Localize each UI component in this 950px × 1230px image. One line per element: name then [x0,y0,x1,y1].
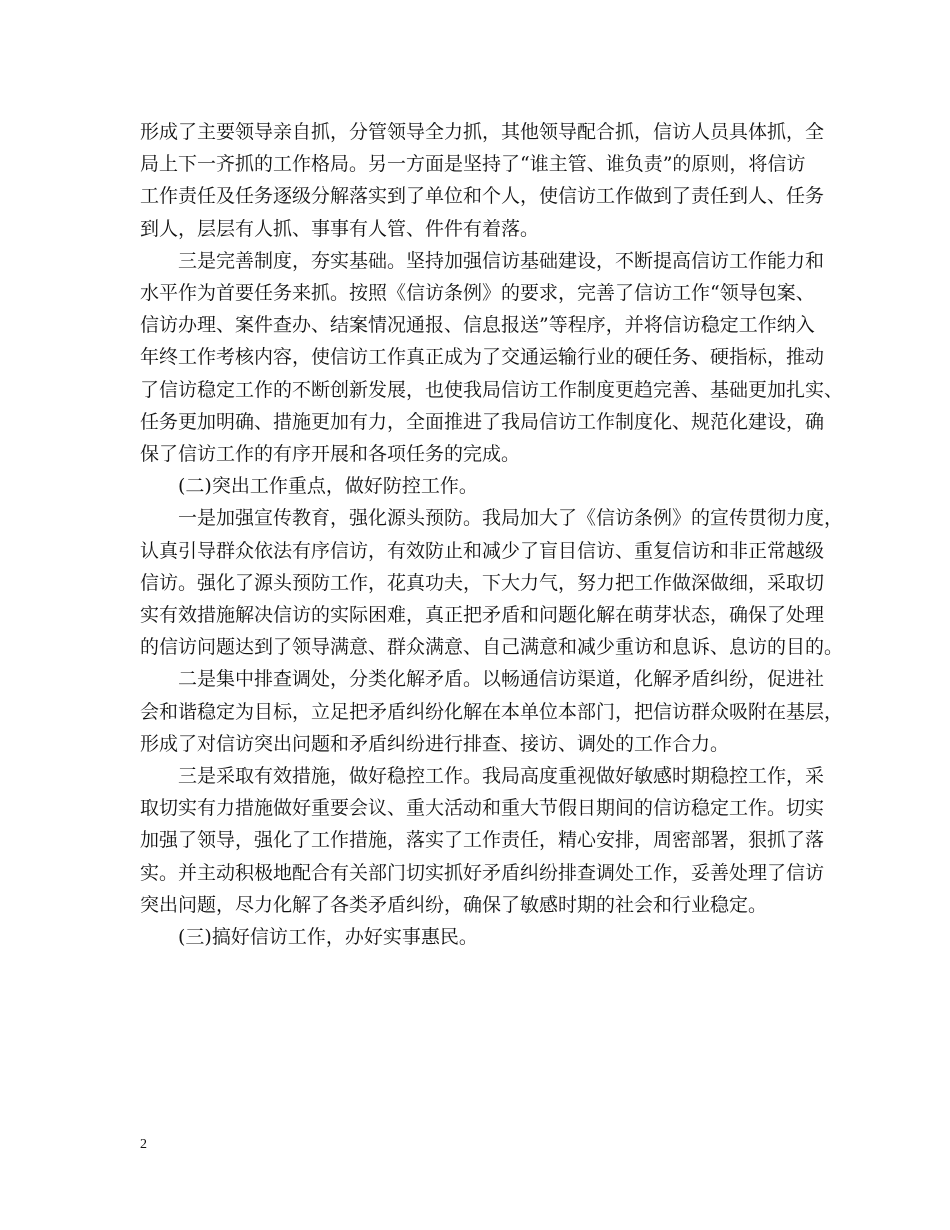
text-line: 形成了主要领导亲自抓，分管领导全力抓，其他领导配合抓，信访人员具体抓，全 [140,121,825,143]
text-line: 实有效措施解决信访的实际困难，真正把矛盾和问题化解在萌芽状态，确保了处理 [140,604,825,627]
text-line: 信访办理、案件查办、结案情况通报、信息报送”等程序，并将信访稳定工作纳入 [140,314,815,337]
text-line: 实。并主动积极地配合有关部门切实抓好矛盾纠纷排查调处工作，妥善处理了信访 [140,861,825,884]
text-line: (二)突出工作重点，做好防控工作。 [178,475,478,498]
text-line: 到人，层层有人抓、事事有人管、件件有着落。 [140,217,540,240]
text-line: 加强了领导，强化了工作措施，落实了工作责任，精心安排，周密部署，狠抓了落 [140,829,825,852]
text-line: 信访。强化了源头预防工作，花真功夫，下大力气，努力把工作做深做细，采取切 [140,571,825,594]
paragraph [140,921,820,953]
text-line: 三是采取有效措施，做好稳控工作。我局高度重视做好敏感时期稳控工作，采 [178,765,825,788]
paragraph [140,663,844,760]
paragraph [140,502,844,663]
text-line: 任务更加明确、措施更加有力，全面推进了我局信访工作制度化、规范化建设，确 [140,410,825,433]
text-line: 形成了对信访突出问题和矛盾纠纷进行排查、接访、调处的工作合力。 [140,732,730,755]
text-line: 的信访问题达到了领导满意、群众满意、自己满意和减少重访和息诉、息访的目的。 [140,636,844,659]
paragraph [140,245,844,470]
text-line: 了信访稳定工作的不断创新发展，也使我局信访工作制度更趋完善、基础更加扎实、 [140,378,844,401]
text-line: 三是完善制度，夯实基础。坚持加强信访基础建设，不断提高信访工作能力和 [178,249,825,272]
text-line: 取切实有力措施做好重要会议、重大活动和重大节假日期间的信访稳定工作。切实 [140,797,825,820]
text-line: 水平作为首要任务来抓。按照《信访条例》的要求，完善了信访工作“领导包案、 [140,282,815,305]
text-line: 认真引导群众依法有序信访，有效防止和减少了盲目信访、重复信访和非正常越级 [140,539,825,562]
page-number: 2 [140,1137,147,1152]
paragraph [140,116,825,245]
text-line: 年终工作考核内容，使信访工作真正成为了交通运输行业的硬任务、硬指标，推动 [140,346,825,369]
text-line: 局上下一齐抓的工作格局。另一方面是坚持了“谁主管、谁负责”的原则，将信访 [140,153,806,176]
text-line: 保了信访工作的有序开展和各项任务的完成。 [140,443,521,466]
document-body [140,116,844,953]
text-line: 突出问题，尽力化解了各类矛盾纠纷，确保了敏感时期的社会和行业稳定。 [140,893,768,916]
paragraph [140,760,825,921]
text-line: 工作责任及任务逐级分解落实到了单位和个人，使信访工作做到了责任到人、任务 [140,185,825,208]
text-line: 一是加强宣传教育，强化源头预防。我局加大了《信访条例》的宣传贯彻力度， [178,507,844,530]
text-line: (三)搞好信访工作，办好实事惠民。 [178,926,478,949]
text-line: 二是集中排查调处，分类化解矛盾。以畅通信访渠道，化解矛盾纠纷，促进社 [178,668,825,691]
paragraph [140,470,820,502]
text-line: 会和谐稳定为目标，立足把矛盾纠纷化解在本单位本部门，把信访群众吸附在基层， [140,700,844,723]
